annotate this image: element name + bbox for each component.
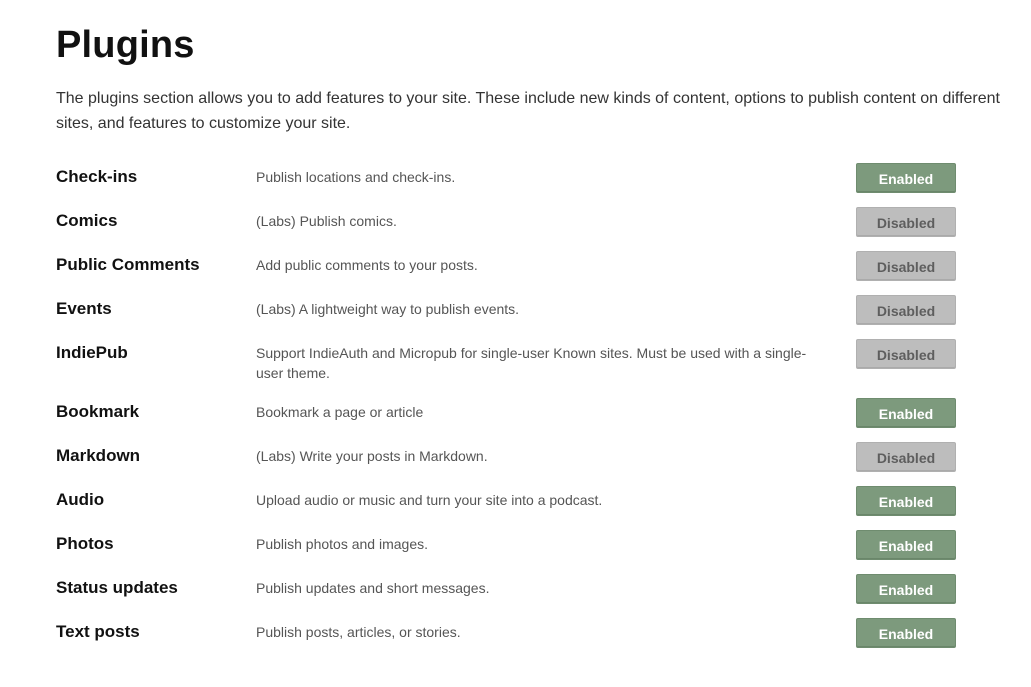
check-ins-toggle-button[interactable]: Enabled [856, 163, 956, 193]
bookmark-toggle-button[interactable]: Enabled [856, 398, 956, 428]
page-title: Plugins [56, 24, 195, 66]
comics-toggle-button[interactable]: Disabled [856, 207, 956, 237]
plugin-description: (Labs) A lightweight way to publish events. [256, 301, 520, 317]
text-posts-toggle-button[interactable]: Enabled [856, 618, 956, 648]
plugin-name: Markdown [56, 446, 141, 465]
plugin-description: Support IndieAuth and Micropub for single-user Known sites. Must be used with a single-user theme. [256, 345, 807, 381]
plugin-name: Audio [56, 490, 105, 509]
plugin-description: Publish updates and short messages. [256, 580, 490, 596]
plugin-description: Bookmark a page or article [256, 404, 424, 420]
plugin-description: Upload audio or music and turn your site into a podcast. [256, 492, 603, 508]
plugin-row-bookmark [56, 397, 966, 441]
plugin-description: Publish locations and check-ins. [256, 169, 456, 185]
audio-toggle-button[interactable]: Enabled [856, 486, 956, 516]
indiepub-toggle-button[interactable]: Disabled [856, 339, 956, 369]
plugin-name: Status updates [56, 578, 178, 597]
photos-toggle-button[interactable]: Enabled [856, 530, 956, 560]
plugin-name: Photos [56, 534, 114, 553]
plugin-row-markdown [56, 441, 966, 485]
plugin-row-indiepub [56, 338, 966, 397]
plugin-name: Comics [56, 211, 118, 230]
status-updates-toggle-button[interactable]: Enabled [856, 574, 956, 604]
events-toggle-button[interactable]: Disabled [856, 295, 956, 325]
plugin-description: (Labs) Publish comics. [256, 213, 397, 229]
plugin-row-events [56, 294, 966, 338]
plugin-description: Add public comments to your posts. [256, 257, 478, 273]
plugin-row-audio [56, 485, 966, 529]
plugin-description: Publish posts, articles, or stories. [256, 624, 461, 640]
plugin-row-check-ins [56, 162, 966, 206]
plugin-description: (Labs) Write your posts in Markdown. [256, 448, 488, 464]
plugin-name: IndiePub [56, 343, 128, 362]
markdown-toggle-button[interactable]: Disabled [856, 442, 956, 472]
plugin-row-status-updates [56, 573, 966, 617]
plugin-description: Publish photos and images. [256, 536, 428, 552]
plugin-name: Events [56, 299, 112, 318]
plugin-row-public-comments [56, 250, 966, 294]
plugin-name: Text posts [56, 622, 140, 641]
intro-text: The plugins section allows you to add features to your site. These include new kinds of content, options to publish content on different sites, and features to customize your site. [56, 90, 1000, 132]
public-comments-toggle-button[interactable]: Disabled [856, 251, 956, 281]
plugin-name: Check-ins [56, 167, 138, 186]
plugin-row-comics [56, 206, 966, 250]
plugin-name: Bookmark [56, 402, 140, 421]
plugin-name: Public Comments [56, 255, 200, 274]
plugin-row-text-posts [56, 617, 966, 661]
plugin-list [56, 162, 966, 661]
plugin-row-photos [56, 529, 966, 573]
